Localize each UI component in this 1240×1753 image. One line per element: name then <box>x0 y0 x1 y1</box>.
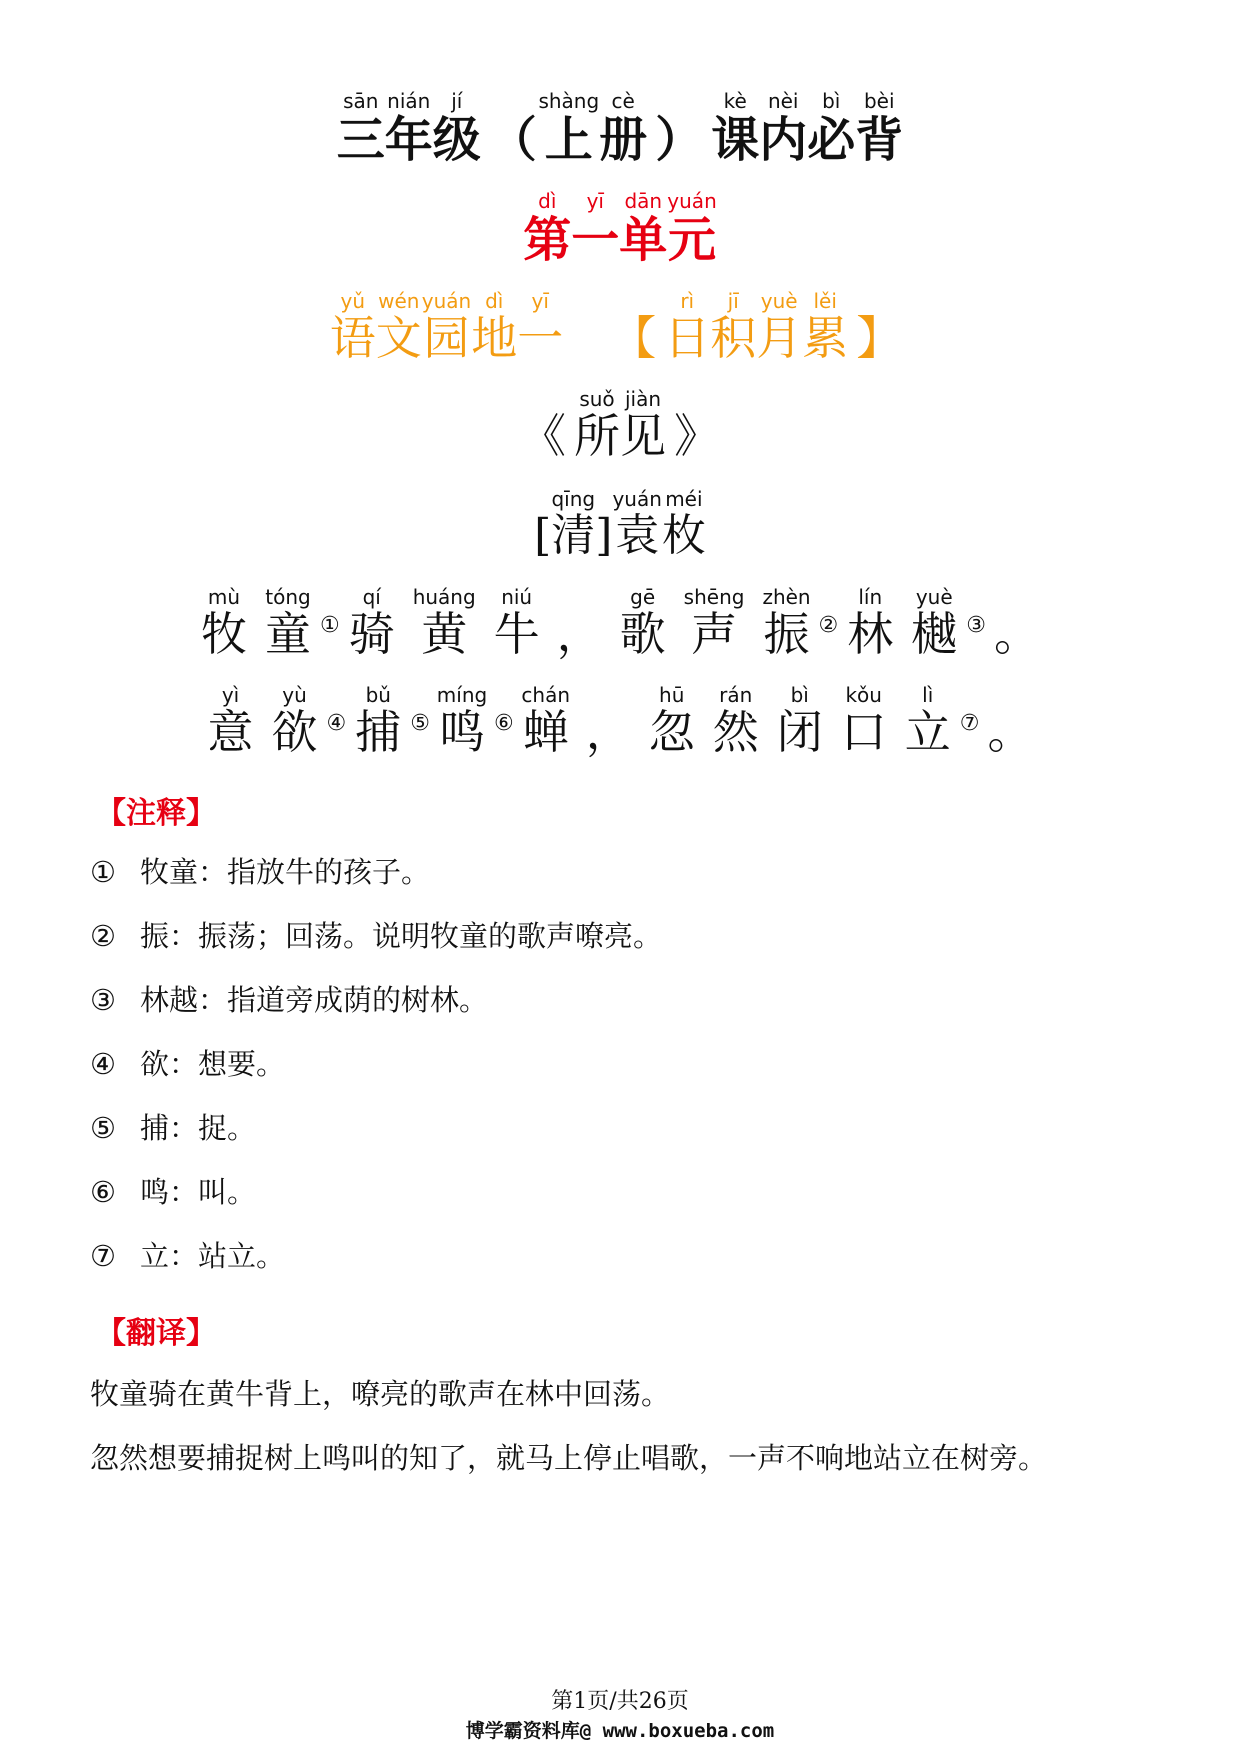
punctuation: 。 <box>994 607 1040 661</box>
pinyin: dì <box>523 189 572 213</box>
annotated-character: 月yuè <box>756 289 803 365</box>
page-title <box>0 89 1240 170</box>
note-item <box>90 978 488 1019</box>
annotated-character: 闭bì <box>776 683 823 759</box>
pinyin: shàng <box>538 89 600 113</box>
pinyin: cè <box>599 89 648 113</box>
pinyin: bì <box>807 89 856 113</box>
translation-heading: 【翻译】 <box>96 1316 216 1351</box>
annotated-character: 一yī <box>571 189 620 268</box>
annotated-character: 所suǒ <box>574 387 620 463</box>
annotated-character: 然rán <box>712 683 759 759</box>
poem-title <box>0 387 1240 466</box>
pinyin: niú <box>493 585 540 609</box>
footnote-marker: ③ <box>966 613 986 638</box>
pinyin: chán <box>521 683 571 707</box>
punctuation: 《 <box>520 409 566 463</box>
pinyin: bì <box>776 683 823 707</box>
footnote-marker: ① <box>319 613 340 638</box>
pinyin: kǒu <box>840 683 887 707</box>
note-number: ④ <box>90 1047 116 1081</box>
annotated-character: 年nián <box>384 89 433 168</box>
annotated-character: 忽hū <box>648 683 695 759</box>
annotated-character: 三sān <box>336 89 385 168</box>
annotated-character: 歌gē <box>619 585 666 661</box>
pinyin: dì <box>471 289 518 313</box>
annotated-character: 地dì <box>471 289 518 365</box>
annotated-character: 立lì <box>904 683 951 759</box>
notes-heading: 【注释】 <box>96 796 216 831</box>
annotated-character: 骑qí <box>348 585 395 661</box>
punctuation: 【 <box>633 311 657 365</box>
note-number: ⑦ <box>90 1239 116 1273</box>
footnote-marker: ⑤ <box>410 711 430 736</box>
pinyin: kè <box>711 89 760 113</box>
note-item <box>90 1234 285 1275</box>
annotated-character: 第dì <box>523 189 572 268</box>
annotated-character: [清]qīng <box>534 487 613 561</box>
note-item <box>90 1106 256 1147</box>
annotated-character: 童tóng <box>264 585 311 661</box>
note-number: ① <box>90 855 116 889</box>
annotated-character: 上shàng <box>538 89 600 168</box>
annotated-character: 内nèi <box>759 89 808 168</box>
pinyin: yù <box>271 683 318 707</box>
annotated-character: 枚méi <box>661 487 706 561</box>
annotated-character: 捕bǔ <box>355 683 402 759</box>
note-item <box>90 1170 256 1211</box>
pinyin: rì <box>664 289 711 313</box>
annotated-character: 林lín <box>847 585 894 661</box>
pinyin: yuán <box>421 289 472 313</box>
annotated-character: 园yuán <box>421 289 472 365</box>
annotated-character: 元yuán <box>667 189 717 268</box>
pinyin: yì <box>207 683 254 707</box>
watermark-text: 博学霸资料库@ www.boxueba.com <box>465 1720 775 1742</box>
note-text: 林越：指道旁成荫的树林。 <box>140 983 489 1017</box>
footnote-marker: ⑥ <box>493 711 514 736</box>
poem-line <box>0 585 1240 664</box>
punctuation: ， <box>556 607 603 661</box>
pinyin: jiàn <box>620 387 666 411</box>
pinyin: tóng <box>264 585 311 609</box>
annotated-character: 课kè <box>711 89 760 168</box>
pinyin: mù <box>200 585 247 609</box>
pinyin: yī <box>571 189 620 213</box>
pinyin: yǔ <box>329 289 376 313</box>
pinyin: jí <box>432 89 481 113</box>
pinyin: lì <box>904 683 951 707</box>
pinyin: yī <box>517 289 564 313</box>
note-text: 立：站立。 <box>140 1239 286 1273</box>
annotated-character: 累lěi <box>802 289 849 365</box>
annotated-character: 文wén <box>375 289 422 365</box>
note-item <box>90 1042 285 1083</box>
note-number: ② <box>90 919 116 953</box>
pinyin: lín <box>847 585 894 609</box>
note-text: 牧童：指放牛的孩子。 <box>140 855 431 889</box>
page-number: 第1页/共26页 <box>551 1689 689 1714</box>
annotated-character: 级jí <box>432 89 481 168</box>
pinyin: rán <box>712 683 759 707</box>
annotated-character: 樾yuè <box>911 585 958 661</box>
poem-author <box>0 487 1240 563</box>
annotated-character: 一yī <box>517 289 564 365</box>
annotated-character: 见jiàn <box>620 387 666 463</box>
annotated-character: 牧mù <box>200 585 247 661</box>
punctuation: 】 <box>856 311 903 365</box>
pinyin: yuán <box>612 487 662 511</box>
punctuation: （ <box>488 112 537 168</box>
note-text: 鸣：叫。 <box>140 1175 257 1209</box>
unit-title <box>0 189 1240 270</box>
pinyin: yuán <box>667 189 717 213</box>
annotated-character: 牛niú <box>493 585 540 661</box>
annotated-character: 册cè <box>599 89 648 168</box>
pinyin: shēng <box>683 585 745 609</box>
footnote-marker: ④ <box>326 711 347 736</box>
pinyin: huáng <box>412 585 476 609</box>
footnote-marker: ② <box>818 613 839 638</box>
annotated-character: 积jī <box>710 289 757 365</box>
pinyin: bǔ <box>355 683 402 707</box>
note-text: 欲：想要。 <box>140 1047 286 1081</box>
pinyin: qīng <box>534 487 613 511</box>
annotated-character: 袁yuán <box>612 487 662 561</box>
footnote-marker: ⑦ <box>959 711 980 736</box>
annotated-character: 声shēng <box>683 585 745 661</box>
pinyin: wén <box>375 289 422 313</box>
note-text: 捕：捉。 <box>140 1111 257 1145</box>
annotated-character: 意yì <box>207 683 254 759</box>
pinyin: nián <box>384 89 433 113</box>
annotated-character: 背bèi <box>855 89 904 168</box>
annotated-character: 蝉chán <box>521 683 571 759</box>
annotated-character: 鸣míng <box>436 683 488 759</box>
pinyin: yuè <box>911 585 958 609</box>
translation-line: 牧童骑在黄牛背上，嘹亮的歌声在林中回荡。 <box>90 1377 671 1411</box>
section-title <box>0 289 1240 368</box>
annotated-character: 必bì <box>807 89 856 168</box>
annotated-character: 日rì <box>664 289 711 365</box>
annotated-character: 振zhèn <box>762 585 811 661</box>
punctuation: 》 <box>674 409 720 463</box>
note-item <box>90 850 430 891</box>
pinyin: nèi <box>759 89 808 113</box>
pinyin: bèi <box>855 89 904 113</box>
pinyin: yuè <box>756 289 803 313</box>
pinyin: gē <box>619 585 666 609</box>
pinyin: dān <box>619 189 668 213</box>
punctuation: ） <box>655 112 704 168</box>
poem-line <box>0 683 1240 762</box>
annotated-character: 单dān <box>619 189 668 268</box>
pinyin: lěi <box>802 289 849 313</box>
note-number: ③ <box>90 983 116 1017</box>
pinyin: méi <box>661 487 706 511</box>
pinyin: suǒ <box>574 387 620 411</box>
note-text: 振：振荡；回荡。说明牧童的歌声嘹亮。 <box>140 919 663 953</box>
annotated-character: 口kǒu <box>840 683 887 759</box>
annotated-character: 语yǔ <box>329 289 376 365</box>
translation-line: 忽然想要捕捉树上鸣叫的知了，就马上停止唱歌，一声不响地站立在树旁。 <box>90 1441 1048 1475</box>
note-number: ⑥ <box>90 1175 116 1209</box>
punctuation: ， <box>585 705 632 759</box>
annotated-character: 黄huáng <box>412 585 476 661</box>
punctuation: 。 <box>987 705 1034 759</box>
punctuation <box>571 311 617 365</box>
pinyin: zhèn <box>762 585 811 609</box>
pinyin: sān <box>336 89 385 113</box>
pinyin: qí <box>348 585 395 609</box>
pinyin: jī <box>710 289 757 313</box>
pinyin: míng <box>436 683 488 707</box>
annotated-character: 欲yù <box>271 683 318 759</box>
note-item <box>90 914 662 955</box>
pinyin: hū <box>648 683 695 707</box>
note-number: ⑤ <box>90 1111 116 1145</box>
